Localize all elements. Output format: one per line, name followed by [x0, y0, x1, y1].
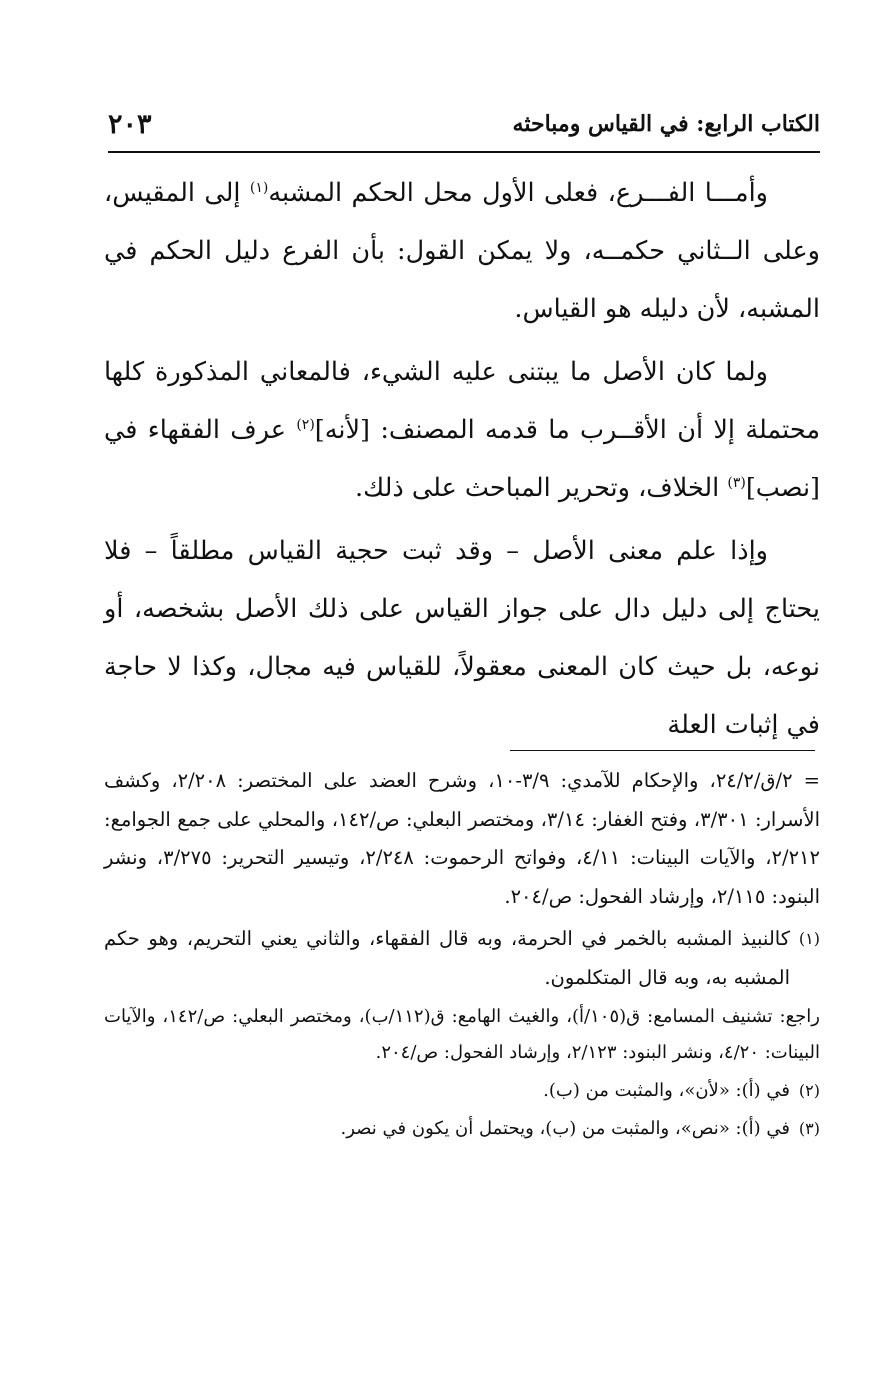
footnote-3	[104, 1111, 820, 1147]
page-number: ٢٠٣	[108, 108, 152, 140]
paragraph-2-text-a: ولما كان الأصل ما يبتنى عليه الشيء، فالمعاني المذكورة كلها محتملة إلا أن الأقــرب ما قدمه المصنف: [لأنه]	[104, 357, 820, 445]
paragraph-2-text-c: الخلاف، وتحرير المباحث على ذلك.	[355, 473, 728, 503]
footnote-ref-1: (١)	[249, 180, 269, 196]
footnote-2	[104, 1073, 820, 1109]
footnote-1	[104, 920, 820, 997]
paragraph-1-text-a: وأمـــا الفـــرع، فعلى الأول محل الحكم المشبه	[268, 178, 768, 208]
paragraph-3: وإذا علم معنى الأصل – وقد ثبت حجية القياس مطلقاً – فلا يحتاج إلى دليل دال على جواز القياس على ذلك الأصل بشخصه، أو نوعه، بل حيث كان المعنى معقولاً، للقياس فيه مجال، وكذا لا حاجة في إثبات العلة	[104, 536, 820, 740]
footnote-marker: (٢)	[798, 1081, 820, 1100]
footnotes	[104, 762, 820, 1147]
footnote-text: راجع: تشنيف المسامع: ق(١٠٥/أ)، والغيث الهامع: ق(١١٢/ب)، ومختصر البعلي: ص/١٤٢، والآيات البينات: ٤/٢٠، ونشر البنود: ٢/١٢٣، وإرشاد الفحول: ص/٢٠٤.	[104, 1006, 820, 1063]
paragraph-2-text-b: عرف الفقهاء في [نصب]	[104, 415, 820, 503]
header-divider	[108, 151, 820, 153]
running-header	[108, 104, 820, 144]
footnote-text: كالنبيذ المشبه بالخمر في الحرمة، وبه قال الفقهاء، والثاني يعني التحريم، وهو حكم المشبه به، وبه قال المتكلمون.	[104, 927, 790, 989]
footnote-ref-2: (٢)	[296, 417, 315, 433]
chapter-title: الكتاب الرابع: في القياس ومباحثه	[512, 111, 820, 137]
footnote-continued: = ٢/ق/٢٤/٢، والإحكام للآمدي: ٣/٩-١٠، وشرح العضد على المختصر: ٢/٢٠٨، وكشف الأسرار: ٣/٣٠١، وفتح الغفار: ٣/١٤، ومختصر البعلي: ص/١٤٢، والمحلي على جمع الجوامع: ٢/٢١٢، والآيات البينات: ٤/١١، وفواتح الرحموت: ٢/٢٤٨، وتيسير التحرير: ٣/٢٧٥، ونشر البنود: ٢/١١٥، وإرشاد الفحول: ص/٢٠٤.	[104, 769, 820, 908]
paragraph-2	[104, 343, 820, 517]
footnote-marker: (٣)	[798, 1119, 820, 1138]
paragraph-1	[104, 164, 820, 338]
footnote-text: في (أ): «نص»، والمثبت من (ب)، ويحتمل أن يكون في نصر.	[340, 1118, 790, 1139]
footnote-1-references	[104, 999, 820, 1071]
main-text	[104, 164, 820, 759]
footnote-divider	[510, 750, 815, 751]
footnote-text: في (أ): «لأن»، والمثبت من (ب).	[543, 1080, 790, 1101]
paragraph-1-text-b: إلى المقيس، وعلى الــثاني حكمــه، ولا يمكن القول: بأن الفرع دليل الحكم في المشبه، لأن دليله هو القياس.	[104, 178, 820, 324]
footnote-ref-3: (٣)	[727, 475, 746, 491]
footnote-marker: (١)	[798, 929, 820, 948]
